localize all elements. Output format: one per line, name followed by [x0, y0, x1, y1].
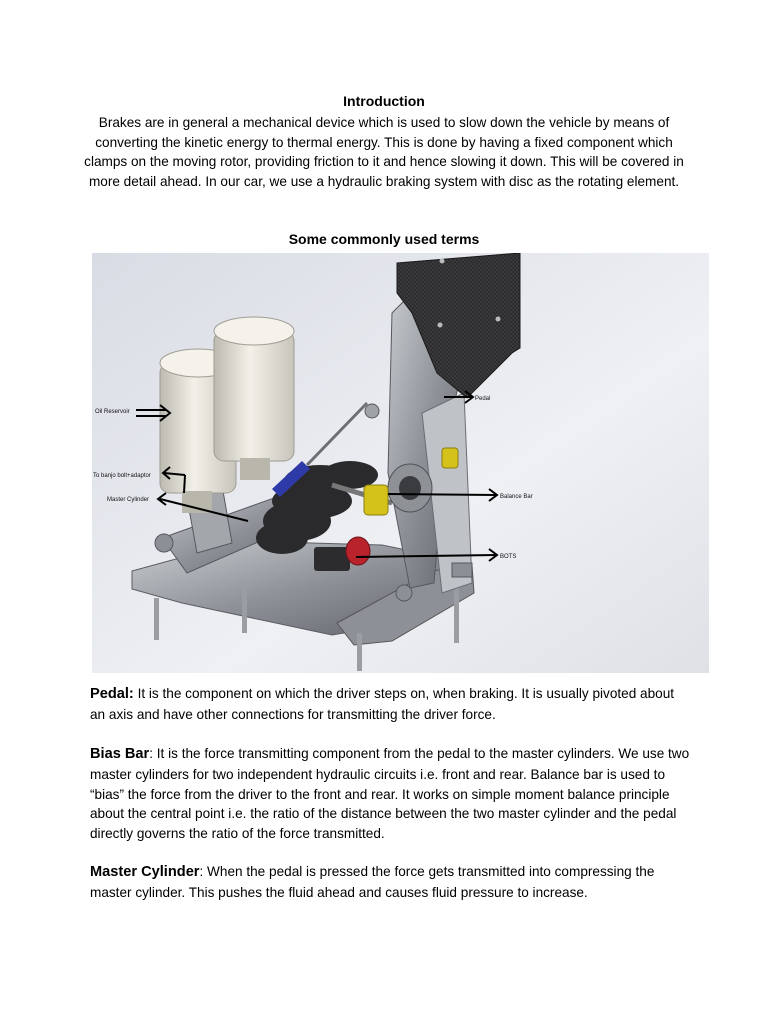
label-master-cylinder: Master Cylinder: [107, 497, 150, 503]
intro-heading: Introduction: [343, 93, 425, 109]
definition-bias-bar-text: : It is the force transmitting component from the pedal to the master cylinders. We use two master cylinders for two independent hydraulic circuits i.e. front and rear. Balance bar is used to “bias” the force from the driver to the front and rear. It works on simple moment balance principle about the central point i.e. the ratio of the distance between the two master cylinder and the pedal directly governs the ratio of the force transmitted.: [90, 746, 690, 842]
definition-bias-bar: [90, 744, 690, 844]
brake-assembly-figure: [92, 253, 709, 673]
label-pedal: Pedal: [475, 396, 491, 402]
definition-pedal: [90, 684, 690, 725]
term-pedal: Pedal:: [90, 686, 134, 702]
label-banjo: To banjo bolt+adaptor: [93, 473, 151, 479]
intro-paragraph: Brakes are in general a mechanical device which is used to slow down the vehicle by means of converting the kinetic energy to thermal energy. This is done by having a fixed component which clamps on the moving rotor, providing friction to it and hence slowing it down. This will be covered in more detail ahead. In our car, we use a hydraulic braking system with disc as the rotating element.: [84, 115, 684, 189]
label-oil-reservoir: Oil Reservoir: [95, 409, 130, 415]
definition-master-cylinder: [90, 862, 690, 903]
label-bots: BOTS: [500, 554, 517, 560]
term-bias-bar: Bias Bar: [90, 746, 150, 762]
definition-master-cylinder-text: : When the pedal is pressed the force gets transmitted into compressing the master cylinder. This pushes the fluid ahead and causes fluid pressure to increase.: [90, 864, 655, 900]
term-master-cylinder: Master Cylinder: [90, 864, 200, 880]
terms-heading: Some commonly used terms: [288, 231, 480, 247]
label-balance-bar: Balance Bar: [500, 494, 533, 500]
brake-assembly-render: [92, 253, 709, 673]
definition-pedal-text: It is the component on which the driver steps on, when braking. It is usually pivoted about an axis and have other connections for transmitting the driver force.: [90, 686, 675, 722]
oil-reservoir-right: [214, 317, 294, 480]
